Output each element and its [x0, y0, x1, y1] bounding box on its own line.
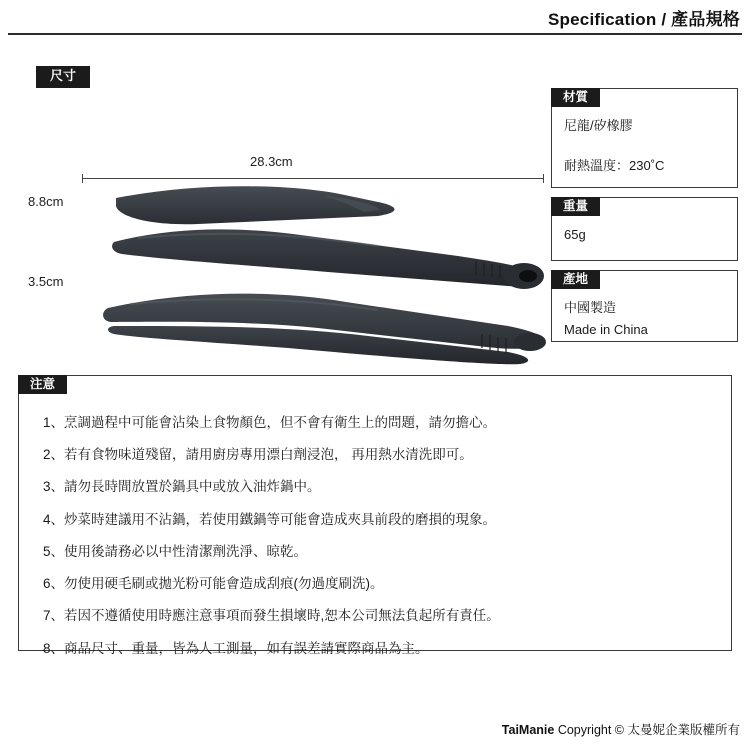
footer-text: Copyright © 太曼妮企業版權所有	[554, 723, 740, 737]
list-item: 4、炒菜時建議用不沾鍋，若使用鐵鍋等可能會造成夾具前段的磨損的現象。	[43, 511, 497, 527]
tongs-icon	[78, 176, 548, 386]
material-tag: 材質	[551, 88, 600, 107]
weight-tag: 重量	[551, 197, 600, 216]
list-item: 5、使用後請務必以中性清潔劑洗淨、晾乾。	[43, 543, 308, 559]
notice-panel	[18, 375, 732, 656]
weight-value: 65g	[564, 227, 586, 242]
material-heat-resistance: 耐熱溫度：230˚C	[564, 158, 665, 174]
spec-box-weight	[551, 197, 738, 261]
footer-brand: TaiManie	[501, 723, 555, 737]
material-value: 尼龍/矽橡膠	[564, 118, 633, 133]
page-header	[0, 0, 750, 38]
origin-value-zh: 中國製造	[564, 300, 617, 315]
list-item: 1、烹調過程中可能會沾染上食物顏色，但不會有衛生上的問題，請勿擔心。	[43, 415, 497, 430]
notice-list	[43, 414, 715, 672]
page-title: Specification / 產品規格	[548, 10, 740, 29]
list-item: 7、若因不遵循使用時應注意事項而發生損壞時,恕本公司無法負起所有責任。	[43, 608, 500, 624]
height-label-top: 8.8cm	[28, 194, 64, 209]
origin-value-en: Made in China	[564, 322, 648, 338]
height-label-bottom: 3.5cm	[28, 274, 64, 289]
dimensions-tag: 尺寸	[36, 66, 90, 88]
spec-box-origin	[551, 270, 738, 342]
origin-tag: 產地	[551, 270, 600, 289]
list-item: 8、商品尺寸、重量，皆為人工測量，如有誤差請實際商品為主。	[43, 640, 429, 656]
footer-copyright	[502, 720, 740, 738]
width-measure-label: 28.3cm	[250, 154, 293, 169]
spec-box-material	[551, 88, 738, 188]
spec-column	[551, 88, 738, 351]
dimensions-block	[28, 66, 536, 346]
header-divider	[8, 33, 742, 35]
list-item: 2、若有食物味道殘留，請用廚房專用漂白劑浸泡， 再用熱水清洗即可。	[43, 447, 473, 463]
list-item: 3、請勿長時間放置於鍋具中或放入油炸鍋中。	[43, 479, 321, 495]
notice-tag: 注意	[18, 375, 67, 394]
list-item: 6、勿使用硬毛刷或拋光粉可能會造成刮痕(勿過度刷洗)。	[43, 576, 384, 592]
tongs-illustration	[78, 176, 548, 386]
